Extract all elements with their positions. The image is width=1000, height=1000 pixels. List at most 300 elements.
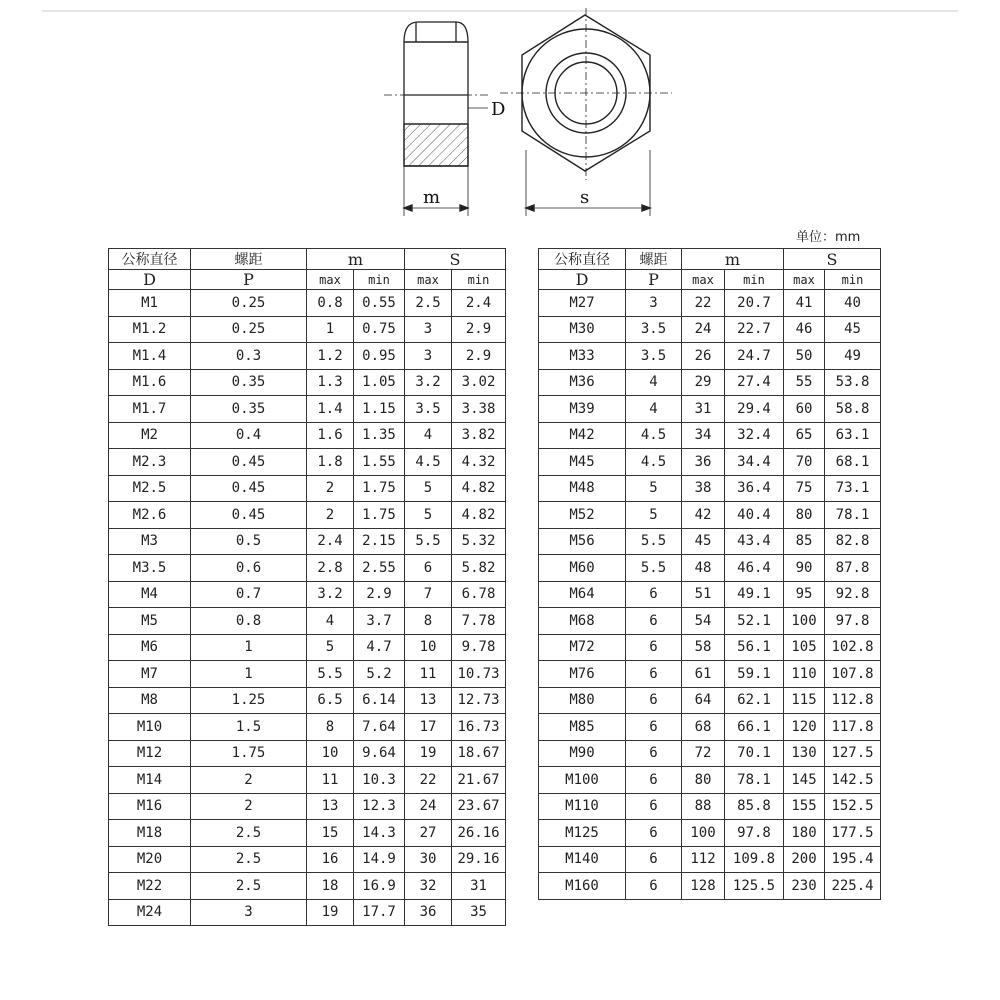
cell-diameter: M80	[539, 687, 626, 714]
cell-s-min: 21.67	[452, 767, 506, 794]
cell-s-min: 177.5	[825, 820, 881, 847]
cell-s-min: 117.8	[825, 714, 881, 741]
header-m: m	[307, 249, 405, 270]
cell-m-max: 2	[307, 475, 354, 502]
cell-m-max: 3.2	[307, 581, 354, 608]
cell-m-min: 1.15	[354, 396, 405, 423]
cell-m-min: 34.4	[725, 449, 784, 476]
cell-pitch: 0.35	[191, 396, 307, 423]
cell-m-max: 48	[682, 555, 725, 582]
cell-s-max: 3	[405, 343, 452, 370]
cell-s-min: 6.78	[452, 581, 506, 608]
cell-m-max: 0.8	[307, 290, 354, 317]
header-d-symbol: D	[109, 270, 191, 290]
cell-pitch: 0.6	[191, 555, 307, 582]
nut-front-view	[500, 8, 672, 216]
cell-s-min: 195.4	[825, 846, 881, 873]
header-nominal-diameter: 公称直径	[539, 249, 626, 270]
spec-table-right	[538, 248, 881, 900]
cell-m-max: 29	[682, 369, 725, 396]
spec-table-right-body	[539, 290, 881, 900]
cell-diameter: M7	[109, 661, 191, 688]
table-row	[109, 767, 506, 794]
cell-m-min: 0.75	[354, 316, 405, 343]
cell-m-min: 2.9	[354, 581, 405, 608]
cell-s-min: 16.73	[452, 714, 506, 741]
header-s-min: min	[452, 270, 506, 290]
cell-m-max: 5	[307, 634, 354, 661]
cell-pitch: 0.7	[191, 581, 307, 608]
cell-s-min: 40	[825, 290, 881, 317]
cell-m-min: 36.4	[725, 475, 784, 502]
cell-m-max: 13	[307, 793, 354, 820]
cell-s-max: 105	[784, 634, 825, 661]
cell-m-max: 24	[682, 316, 725, 343]
cell-s-max: 5.5	[405, 528, 452, 555]
cell-s-max: 130	[784, 740, 825, 767]
cell-s-min: 112.8	[825, 687, 881, 714]
table-row	[109, 661, 506, 688]
cell-diameter: M160	[539, 873, 626, 900]
cell-diameter: M16	[109, 793, 191, 820]
cell-m-min: 2.55	[354, 555, 405, 582]
header-m-min: min	[725, 270, 784, 290]
cell-m-min: 1.75	[354, 502, 405, 529]
cell-m-min: 85.8	[725, 793, 784, 820]
header-s: S	[784, 249, 881, 270]
cell-s-min: 107.8	[825, 661, 881, 688]
cell-pitch: 5.5	[626, 555, 682, 582]
cell-m-min: 14.9	[354, 846, 405, 873]
cell-diameter: M5	[109, 608, 191, 635]
cell-pitch: 3.5	[626, 316, 682, 343]
cell-m-min: 9.64	[354, 740, 405, 767]
cell-m-min: 70.1	[725, 740, 784, 767]
cell-m-max: 34	[682, 422, 725, 449]
cell-pitch: 2	[191, 767, 307, 794]
cell-s-min: 87.8	[825, 555, 881, 582]
cell-s-min: 31	[452, 873, 506, 900]
cell-diameter: M1.7	[109, 396, 191, 423]
header-s-min: min	[825, 270, 881, 290]
cell-s-min: 53.8	[825, 369, 881, 396]
label-m: m	[423, 187, 441, 208]
cell-s-min: 3.02	[452, 369, 506, 396]
cell-m-max: 16	[307, 846, 354, 873]
cell-pitch: 1.75	[191, 740, 307, 767]
cell-pitch: 0.45	[191, 449, 307, 476]
cell-m-min: 10.3	[354, 767, 405, 794]
cell-pitch: 6	[626, 793, 682, 820]
cell-s-min: 92.8	[825, 581, 881, 608]
cell-s-max: 6	[405, 555, 452, 582]
cell-diameter: M1.4	[109, 343, 191, 370]
cell-pitch: 1	[191, 661, 307, 688]
cell-m-min: 1.55	[354, 449, 405, 476]
table-row	[109, 899, 506, 926]
cell-m-max: 80	[682, 767, 725, 794]
spec-table-left-body	[109, 290, 506, 926]
cell-m-max: 1.3	[307, 369, 354, 396]
cell-pitch: 0.25	[191, 316, 307, 343]
table-row	[109, 502, 506, 529]
header-s-max: max	[784, 270, 825, 290]
cell-s-max: 60	[784, 396, 825, 423]
cell-s-max: 10	[405, 634, 452, 661]
spec-table-left	[108, 248, 506, 926]
table-row	[109, 634, 506, 661]
cell-s-max: 2.5	[405, 290, 452, 317]
cell-m-max: 68	[682, 714, 725, 741]
cell-s-max: 120	[784, 714, 825, 741]
cell-m-min: 56.1	[725, 634, 784, 661]
cell-pitch: 4	[626, 396, 682, 423]
cell-diameter: M140	[539, 846, 626, 873]
table-row	[539, 502, 881, 529]
cell-s-max: 230	[784, 873, 825, 900]
cell-m-min: 17.7	[354, 899, 405, 926]
cell-s-min: 82.8	[825, 528, 881, 555]
cell-pitch: 0.45	[191, 502, 307, 529]
table-row	[539, 422, 881, 449]
table-row	[539, 873, 881, 900]
header-m-min: min	[354, 270, 405, 290]
cell-diameter: M3	[109, 528, 191, 555]
cell-s-min: 4.82	[452, 475, 506, 502]
table-row	[109, 422, 506, 449]
table-row	[109, 608, 506, 635]
cell-m-max: 112	[682, 846, 725, 873]
cell-m-min: 1.05	[354, 369, 405, 396]
cell-pitch: 0.45	[191, 475, 307, 502]
table-row	[109, 555, 506, 582]
cell-s-min: 78.1	[825, 502, 881, 529]
cell-s-min: 102.8	[825, 634, 881, 661]
cell-pitch: 3	[191, 899, 307, 926]
cell-pitch: 4.5	[626, 449, 682, 476]
cell-diameter: M18	[109, 820, 191, 847]
cell-pitch: 0.8	[191, 608, 307, 635]
table-row	[539, 846, 881, 873]
cell-m-max: 31	[682, 396, 725, 423]
cell-diameter: M24	[109, 899, 191, 926]
cell-diameter: M33	[539, 343, 626, 370]
cell-s-min: 68.1	[825, 449, 881, 476]
cell-s-min: 18.67	[452, 740, 506, 767]
cell-s-max: 4	[405, 422, 452, 449]
cell-pitch: 5	[626, 502, 682, 529]
cell-diameter: M52	[539, 502, 626, 529]
cell-m-max: 54	[682, 608, 725, 635]
cell-m-max: 88	[682, 793, 725, 820]
table-row	[109, 290, 506, 317]
cell-m-max: 64	[682, 687, 725, 714]
table-row	[109, 873, 506, 900]
cell-m-min: 1.75	[354, 475, 405, 502]
cell-s-max: 7	[405, 581, 452, 608]
cell-pitch: 6	[626, 740, 682, 767]
cell-m-min: 5.2	[354, 661, 405, 688]
cell-pitch: 2.5	[191, 846, 307, 873]
cell-m-min: 62.1	[725, 687, 784, 714]
cell-pitch: 3.5	[626, 343, 682, 370]
cell-s-min: 5.32	[452, 528, 506, 555]
cell-pitch: 1.5	[191, 714, 307, 741]
cell-s-min: 225.4	[825, 873, 881, 900]
cell-s-max: 200	[784, 846, 825, 873]
table-row	[109, 343, 506, 370]
cell-m-min: 78.1	[725, 767, 784, 794]
cell-diameter: M1	[109, 290, 191, 317]
cell-s-min: 58.8	[825, 396, 881, 423]
cell-m-max: 1.4	[307, 396, 354, 423]
cell-m-max: 72	[682, 740, 725, 767]
cell-diameter: M64	[539, 581, 626, 608]
unit-note: 单位：mm	[796, 230, 861, 245]
table-row	[109, 740, 506, 767]
cell-m-min: 66.1	[725, 714, 784, 741]
cell-s-min: 2.4	[452, 290, 506, 317]
cell-s-max: 95	[784, 581, 825, 608]
cell-m-min: 29.4	[725, 396, 784, 423]
cell-s-max: 55	[784, 369, 825, 396]
cell-pitch: 6	[626, 608, 682, 635]
cell-m-max: 58	[682, 634, 725, 661]
header-p-symbol: P	[626, 270, 682, 290]
cell-diameter: M2.6	[109, 502, 191, 529]
cell-s-max: 100	[784, 608, 825, 635]
table-row	[539, 608, 881, 635]
table-row	[539, 290, 881, 317]
cell-m-max: 61	[682, 661, 725, 688]
cell-s-min: 7.78	[452, 608, 506, 635]
cell-pitch: 0.3	[191, 343, 307, 370]
cell-m-max: 18	[307, 873, 354, 900]
table-row	[539, 475, 881, 502]
cell-m-min: 49.1	[725, 581, 784, 608]
cell-s-min: 35	[452, 899, 506, 926]
cell-m-max: 5.5	[307, 661, 354, 688]
cell-diameter: M1.2	[109, 316, 191, 343]
cell-m-min: 14.3	[354, 820, 405, 847]
cell-m-max: 2.4	[307, 528, 354, 555]
cell-diameter: M76	[539, 661, 626, 688]
cell-s-min: 2.9	[452, 343, 506, 370]
cell-s-max: 17	[405, 714, 452, 741]
cell-s-max: 32	[405, 873, 452, 900]
table-row	[109, 316, 506, 343]
cell-s-min: 152.5	[825, 793, 881, 820]
table-row	[109, 528, 506, 555]
cell-s-min: 3.38	[452, 396, 506, 423]
cell-pitch: 6	[626, 714, 682, 741]
cell-m-max: 51	[682, 581, 725, 608]
cell-s-min: 73.1	[825, 475, 881, 502]
table-row	[539, 661, 881, 688]
cell-s-max: 70	[784, 449, 825, 476]
cell-s-max: 80	[784, 502, 825, 529]
cell-s-min: 63.1	[825, 422, 881, 449]
cell-s-max: 41	[784, 290, 825, 317]
cell-pitch: 2.5	[191, 820, 307, 847]
cell-s-max: 85	[784, 528, 825, 555]
cell-s-min: 23.67	[452, 793, 506, 820]
cell-pitch: 3	[626, 290, 682, 317]
cell-s-max: 19	[405, 740, 452, 767]
cell-s-max: 11	[405, 661, 452, 688]
cell-diameter: M125	[539, 820, 626, 847]
cell-s-max: 155	[784, 793, 825, 820]
cell-m-max: 19	[307, 899, 354, 926]
cell-diameter: M3.5	[109, 555, 191, 582]
cell-m-min: 1.35	[354, 422, 405, 449]
cell-m-min: 16.9	[354, 873, 405, 900]
cell-diameter: M30	[539, 316, 626, 343]
table-row	[539, 343, 881, 370]
cell-s-min: 3.82	[452, 422, 506, 449]
cell-m-max: 42	[682, 502, 725, 529]
header-d-symbol: D	[539, 270, 626, 290]
table-row	[109, 820, 506, 847]
cell-m-min: 109.8	[725, 846, 784, 873]
cell-s-max: 75	[784, 475, 825, 502]
cell-s-min: 29.16	[452, 846, 506, 873]
cell-m-max: 1.6	[307, 422, 354, 449]
table-row	[109, 581, 506, 608]
cell-pitch: 0.25	[191, 290, 307, 317]
cell-diameter: M8	[109, 687, 191, 714]
table-row	[539, 528, 881, 555]
cell-m-min: 2.15	[354, 528, 405, 555]
cell-m-min: 59.1	[725, 661, 784, 688]
cell-diameter: M60	[539, 555, 626, 582]
cell-m-max: 45	[682, 528, 725, 555]
table-row	[109, 793, 506, 820]
cell-pitch: 6	[626, 687, 682, 714]
cell-diameter: M4	[109, 581, 191, 608]
cell-m-min: 43.4	[725, 528, 784, 555]
table-row	[539, 369, 881, 396]
cell-m-max: 38	[682, 475, 725, 502]
cell-pitch: 6	[626, 634, 682, 661]
table-row	[539, 634, 881, 661]
cell-s-max: 27	[405, 820, 452, 847]
cell-pitch: 1	[191, 634, 307, 661]
cell-m-max: 1.8	[307, 449, 354, 476]
cell-s-max: 22	[405, 767, 452, 794]
cell-pitch: 6	[626, 661, 682, 688]
cell-m-min: 27.4	[725, 369, 784, 396]
cell-m-max: 22	[682, 290, 725, 317]
cell-diameter: M36	[539, 369, 626, 396]
cell-m-max: 11	[307, 767, 354, 794]
cell-pitch: 4.5	[626, 422, 682, 449]
cell-pitch: 5.5	[626, 528, 682, 555]
cell-diameter: M2.3	[109, 449, 191, 476]
cell-s-min: 5.82	[452, 555, 506, 582]
cell-m-max: 6.5	[307, 687, 354, 714]
cell-pitch: 2	[191, 793, 307, 820]
cell-diameter: M85	[539, 714, 626, 741]
table-row	[539, 767, 881, 794]
cell-s-min: 127.5	[825, 740, 881, 767]
table-row	[539, 820, 881, 847]
cell-diameter: M6	[109, 634, 191, 661]
cell-s-max: 8	[405, 608, 452, 635]
cell-m-max: 10	[307, 740, 354, 767]
cell-s-max: 115	[784, 687, 825, 714]
cell-s-max: 90	[784, 555, 825, 582]
cell-pitch: 6	[626, 846, 682, 873]
cell-diameter: M1.6	[109, 369, 191, 396]
cell-s-max: 46	[784, 316, 825, 343]
cell-m-min: 0.55	[354, 290, 405, 317]
cell-diameter: M2	[109, 422, 191, 449]
cell-diameter: M22	[109, 873, 191, 900]
table-row	[539, 740, 881, 767]
cell-s-max: 30	[405, 846, 452, 873]
cell-pitch: 6	[626, 873, 682, 900]
cell-s-max: 180	[784, 820, 825, 847]
table-row	[539, 793, 881, 820]
cell-pitch: 5	[626, 475, 682, 502]
cell-s-min: 97.8	[825, 608, 881, 635]
table-row	[109, 475, 506, 502]
cell-m-min: 0.95	[354, 343, 405, 370]
table-row	[109, 714, 506, 741]
cell-m-max: 2	[307, 502, 354, 529]
cell-s-min: 26.16	[452, 820, 506, 847]
cell-s-max: 5	[405, 475, 452, 502]
cell-s-min: 10.73	[452, 661, 506, 688]
cell-m-max: 8	[307, 714, 354, 741]
cell-m-min: 6.14	[354, 687, 405, 714]
cell-diameter: M100	[539, 767, 626, 794]
table-row	[539, 449, 881, 476]
cell-m-max: 15	[307, 820, 354, 847]
label-d: D	[491, 99, 506, 120]
table-row	[539, 714, 881, 741]
cell-s-max: 5	[405, 502, 452, 529]
cell-s-max: 3.2	[405, 369, 452, 396]
cell-diameter: M12	[109, 740, 191, 767]
cell-diameter: M72	[539, 634, 626, 661]
cell-m-max: 100	[682, 820, 725, 847]
table-row	[539, 581, 881, 608]
cell-diameter: M110	[539, 793, 626, 820]
cell-m-min: 22.7	[725, 316, 784, 343]
cell-m-min: 46.4	[725, 555, 784, 582]
cell-diameter: M2.5	[109, 475, 191, 502]
cell-s-min: 49	[825, 343, 881, 370]
cell-m-min: 20.7	[725, 290, 784, 317]
cell-pitch: 0.5	[191, 528, 307, 555]
cell-s-max: 50	[784, 343, 825, 370]
cell-diameter: M14	[109, 767, 191, 794]
cell-m-min: 125.5	[725, 873, 784, 900]
table-row	[539, 555, 881, 582]
cell-m-max: 36	[682, 449, 725, 476]
cell-m-max: 1.2	[307, 343, 354, 370]
cell-s-max: 24	[405, 793, 452, 820]
cell-diameter: M10	[109, 714, 191, 741]
cell-s-min: 4.32	[452, 449, 506, 476]
cell-pitch: 6	[626, 581, 682, 608]
cell-m-max: 4	[307, 608, 354, 635]
cell-s-max: 65	[784, 422, 825, 449]
cell-pitch: 0.35	[191, 369, 307, 396]
cell-s-max: 145	[784, 767, 825, 794]
